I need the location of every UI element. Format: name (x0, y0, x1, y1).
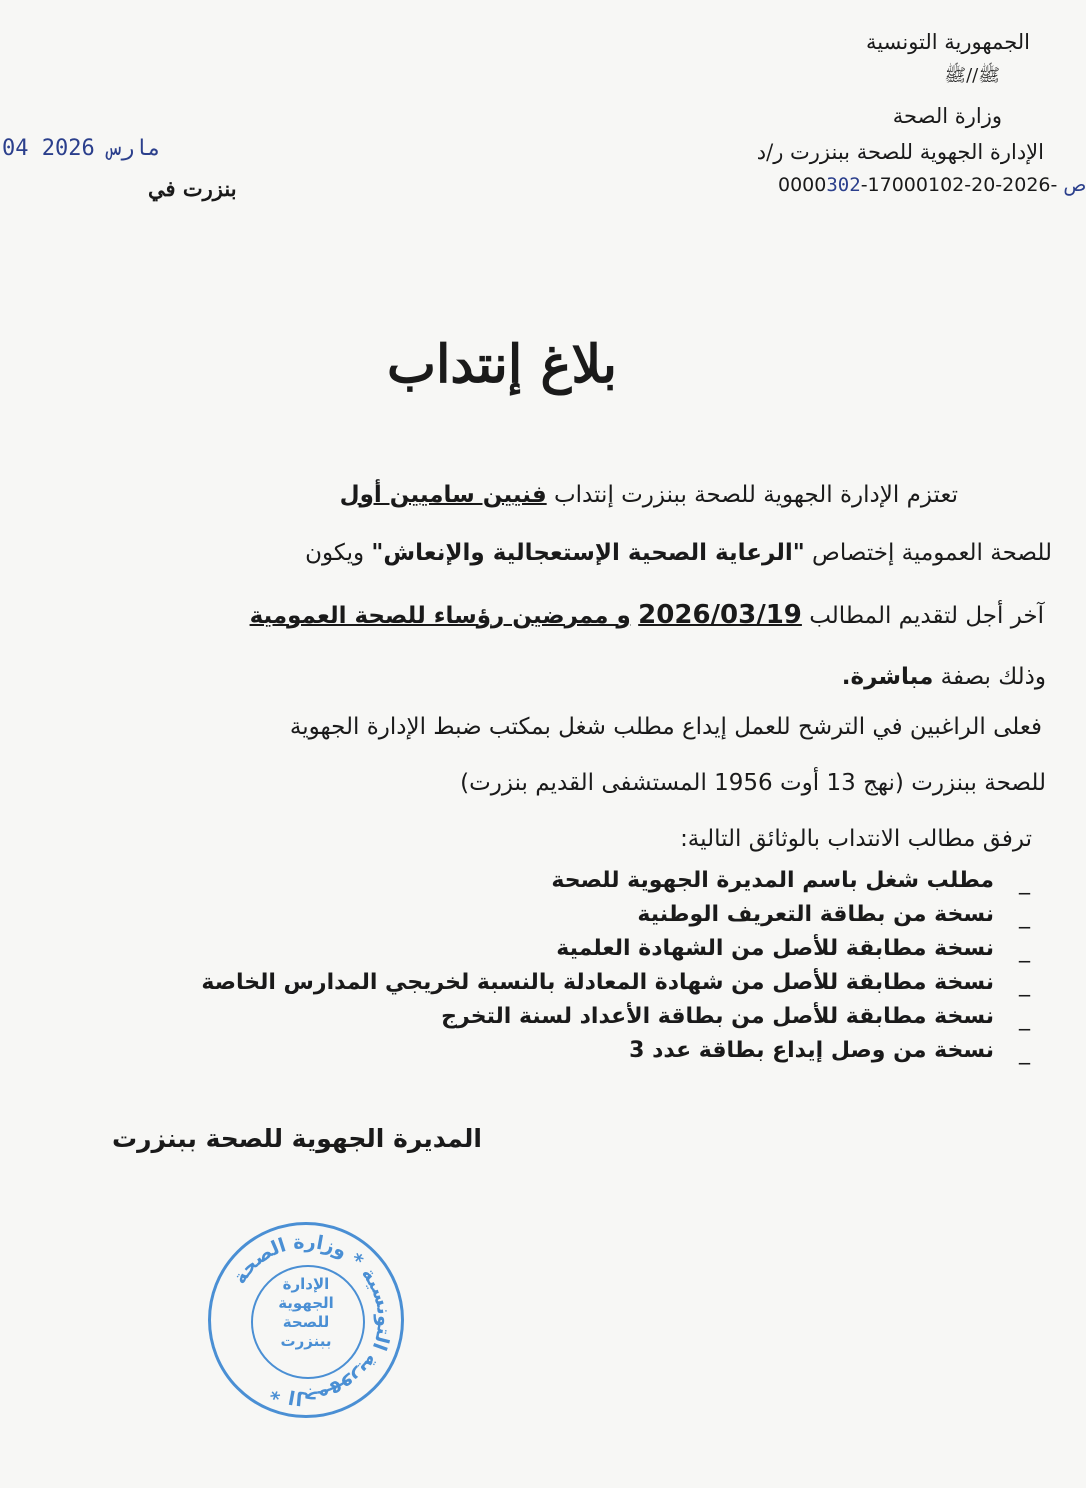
body-line-2-text: للصحة العمومية إختصاص (804, 540, 1052, 566)
list-item-text: نسخة مطابقة للأصل من الشهادة العلمية (556, 936, 994, 961)
body-line-1 (340, 482, 958, 508)
date-place: بنزرت في (148, 176, 237, 201)
republic-name: الجمهورية التونسية (866, 30, 1030, 54)
list-dash: _ (1019, 904, 1030, 929)
body-line-4-text: وذلك بصفة (933, 664, 1046, 690)
list-item (210, 902, 1030, 936)
list-item (210, 868, 1030, 902)
stamp-line: الإدارة (282, 1275, 330, 1293)
body-line-7: ترفق مطالب الانتداب بالوثائق التالية: (680, 826, 1032, 852)
ministry-name: وزارة الصحة (892, 104, 1002, 128)
list-dash: _ (1019, 1040, 1030, 1065)
stamp-center-text (251, 1275, 361, 1351)
body-line-5: فعلى الراغبين في الترشح للعمل إيداع مطلب شغل بمكتب ضبط الإدارة الجهوية (289, 714, 1042, 740)
list-dash: _ (1019, 972, 1030, 997)
list-item-text: نسخة من وصل إيداع بطاقة عدد 3 (629, 1038, 994, 1063)
direct-recruitment: مباشرة. (841, 664, 934, 690)
documents-list (201, 868, 1030, 1072)
list-item-text: نسخة من بطاقة التعريف الوطنية (637, 902, 994, 927)
signature-title: المديرة الجهوية للصحة ببنزرت (112, 1124, 482, 1153)
nurses-title: و ممرضين رؤساء للصحة العمومية (249, 603, 631, 629)
body-line-2-end: ويكون (305, 540, 372, 566)
specialty-name: "الرعاية الصحية الإستعجالية والإنعاش" (371, 540, 805, 566)
reference-suffix: ص (1063, 174, 1086, 196)
list-item-text: نسخة مطابقة للأصل من بطاقة الأعداد لسنة التخرج (441, 1004, 994, 1029)
directorate-name: الإدارة الجهوية للصحة ببنزرت ر/د (756, 140, 1044, 164)
stamp-line: الجهوية (278, 1294, 334, 1312)
deadline-date: 2026/03/19 (638, 600, 802, 630)
reference-prefix: 0000 (778, 174, 827, 196)
list-item (210, 1038, 1030, 1072)
document-title: بلاغ إنتداب (387, 334, 617, 395)
handwritten-date: 04 مارس 2026 (2, 136, 161, 161)
stamp-ring-text: الجمهورية التونسية * وزارة الصحة * (228, 1230, 396, 1410)
list-dash: _ (1019, 870, 1030, 895)
deadline-label: آخر أجل لتقديم المطالب (801, 603, 1044, 629)
reference-rest: -17000102-20-2026- (860, 174, 1058, 196)
body-line-2 (305, 540, 1052, 566)
header-ornament: ﷺ//ﷺ (944, 65, 1000, 86)
list-item-text: نسخة مطابقة للأصل من شهادة المعادلة بالنسبة لخريجي المدارس الخاصة (201, 970, 994, 995)
list-dash: _ (1019, 1006, 1030, 1031)
body-line-6: للصحة ببنزرت (نهج 13 أوت 1956 المستشفى القديم بنزرت) (460, 770, 1046, 796)
body-line-1-text: تعتزم الإدارة الجهوية للصحة ببنزرت إنتداب (546, 482, 958, 508)
reference-handwritten: 302 (826, 174, 861, 196)
position-title: فنيين ساميين أول (339, 482, 547, 508)
body-line-3 (250, 600, 1044, 630)
stamp-line: ببنزرت (280, 1332, 332, 1350)
list-item (210, 936, 1030, 970)
list-dash: _ (1019, 938, 1030, 963)
stamp-line: للصحة (282, 1313, 330, 1331)
list-item (201, 970, 1030, 1004)
body-line-4 (842, 664, 1046, 690)
reference-number (778, 174, 1086, 196)
official-stamp (208, 1222, 404, 1418)
list-item-text: مطلب شغل باسم المديرة الجهوية للصحة (551, 868, 994, 893)
list-item (210, 1004, 1030, 1038)
